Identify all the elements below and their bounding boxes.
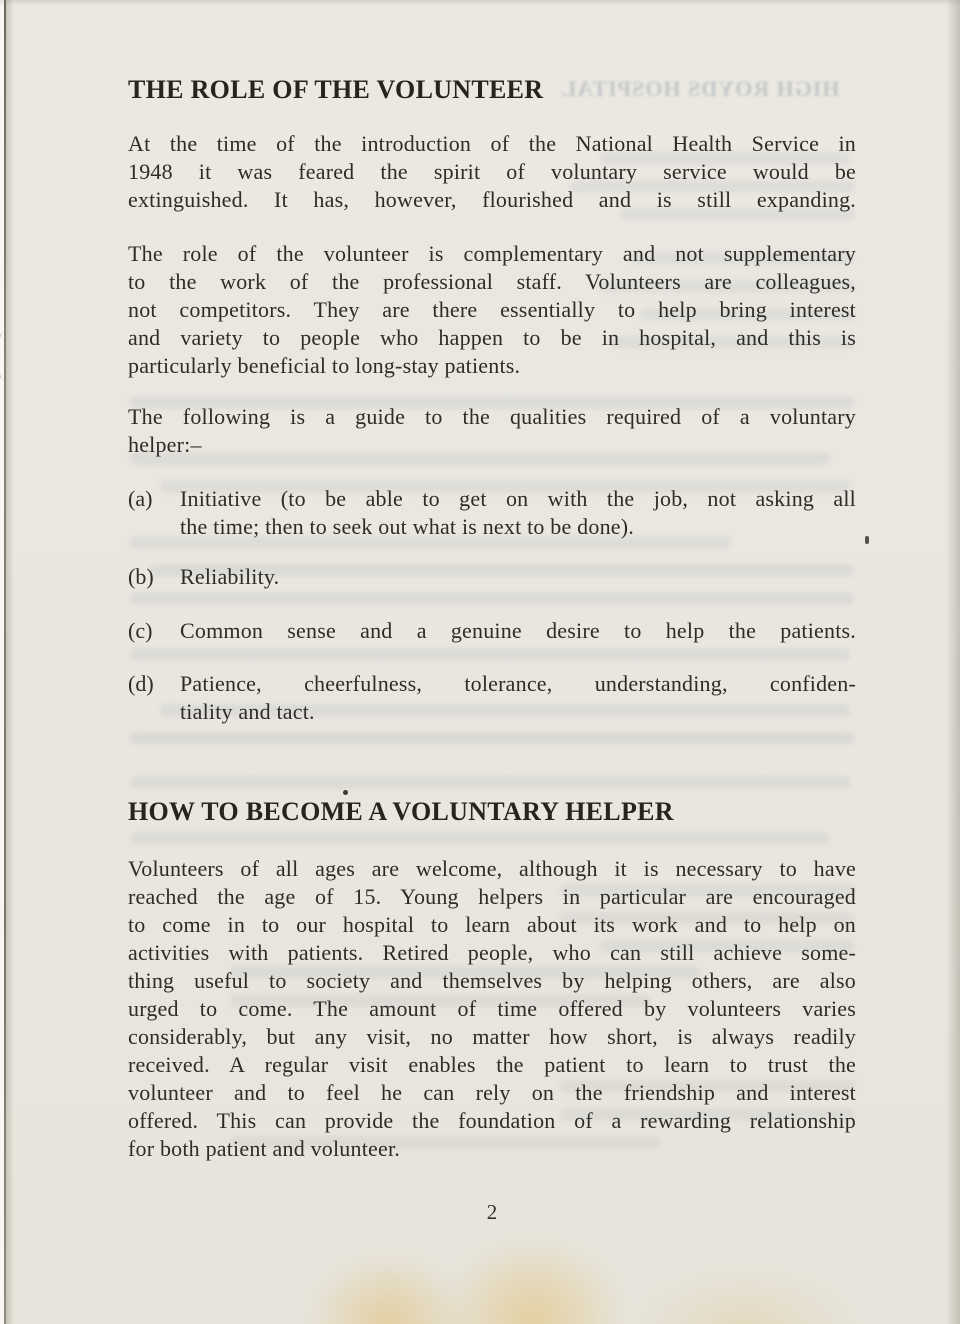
bleed-through-header-text: HIGH ROYDS HOSPITAL (560, 76, 840, 101)
quality-item-d (128, 670, 856, 726)
quality-item-c-text: Common sense and a genuine desire to help the patients. (180, 618, 856, 643)
paragraph-qualities-guide: The following is a guide to the qualities required of a voluntary helper:– (128, 404, 856, 457)
quality-item-c (128, 617, 856, 645)
bleed-through-line (130, 648, 850, 661)
quality-item-c-label: (c) (128, 618, 153, 643)
quality-item-a (128, 485, 856, 541)
ink-speck (865, 536, 869, 544)
quality-item-b-text: Reliability. (180, 564, 280, 589)
ink-speck (343, 790, 348, 795)
quality-item-d-label: (d) (128, 671, 154, 696)
paragraph-nhs-introduction: At the time of the introduction of the National Health Service in 1948 it was feared the spirit of voluntary service would be extinguished. It has, however, flourished and is still expanding. (128, 131, 856, 212)
section-heading-become-voluntary-helper: HOW TO BECOME A VOLUNTARY HELPER (128, 797, 674, 826)
quality-item-b-label: (b) (128, 564, 154, 589)
page-left-crease (6, 0, 14, 1324)
quality-item-a-text: Initiative (to be able to get on with the job, not asking all the time; then to seek out what is next to be done). (180, 486, 856, 539)
bleed-through-line (130, 832, 830, 845)
page-top-edge-shadow (0, 0, 960, 6)
page-right-edge-shadow (946, 0, 960, 1324)
bleed-through-line (130, 732, 854, 745)
bleed-through-line (130, 776, 850, 789)
quality-item-b (128, 563, 856, 591)
quality-item-a-label: (a) (128, 486, 153, 511)
section-heading-role-of-volunteer: THE ROLE OF THE VOLUNTEER (128, 75, 544, 104)
bleed-through-line (130, 592, 854, 605)
paragraph-role-complementary: The role of the volunteer is complementary and not supplementary to the work of the professional staff. Volunteers are colleagues, not competitors. They are there essentially to help bring interest and variety to people who happen to be in hospital, and this is particularly beneficial to long-stay patients. (128, 241, 856, 378)
paragraph-volunteers-welcome: Volunteers of all ages are welcome, although it is necessary to have reached the age of 15. Young helpers in particular are encouraged to come in to our hospital to learn about its work and to help on activities with patients. Retired people, who can still achieve some- thing useful to society and themselves by helping others, are also urged to come. The amount of time offered by volunteers varies considerably, but any visit, no matter how short, is always readily received. A regular visit enables the patient to learn to trust the volunteer and to feel he can rely on the friendship and interest offered. This can provide the foundation of a rewarding relationship for both patient and volunteer. (128, 856, 856, 1161)
quality-item-d-text: Patience, cheerfulness, tolerance, understanding, confiden- tiality and tact. (180, 671, 856, 724)
page-number: 2 (486, 1200, 498, 1224)
